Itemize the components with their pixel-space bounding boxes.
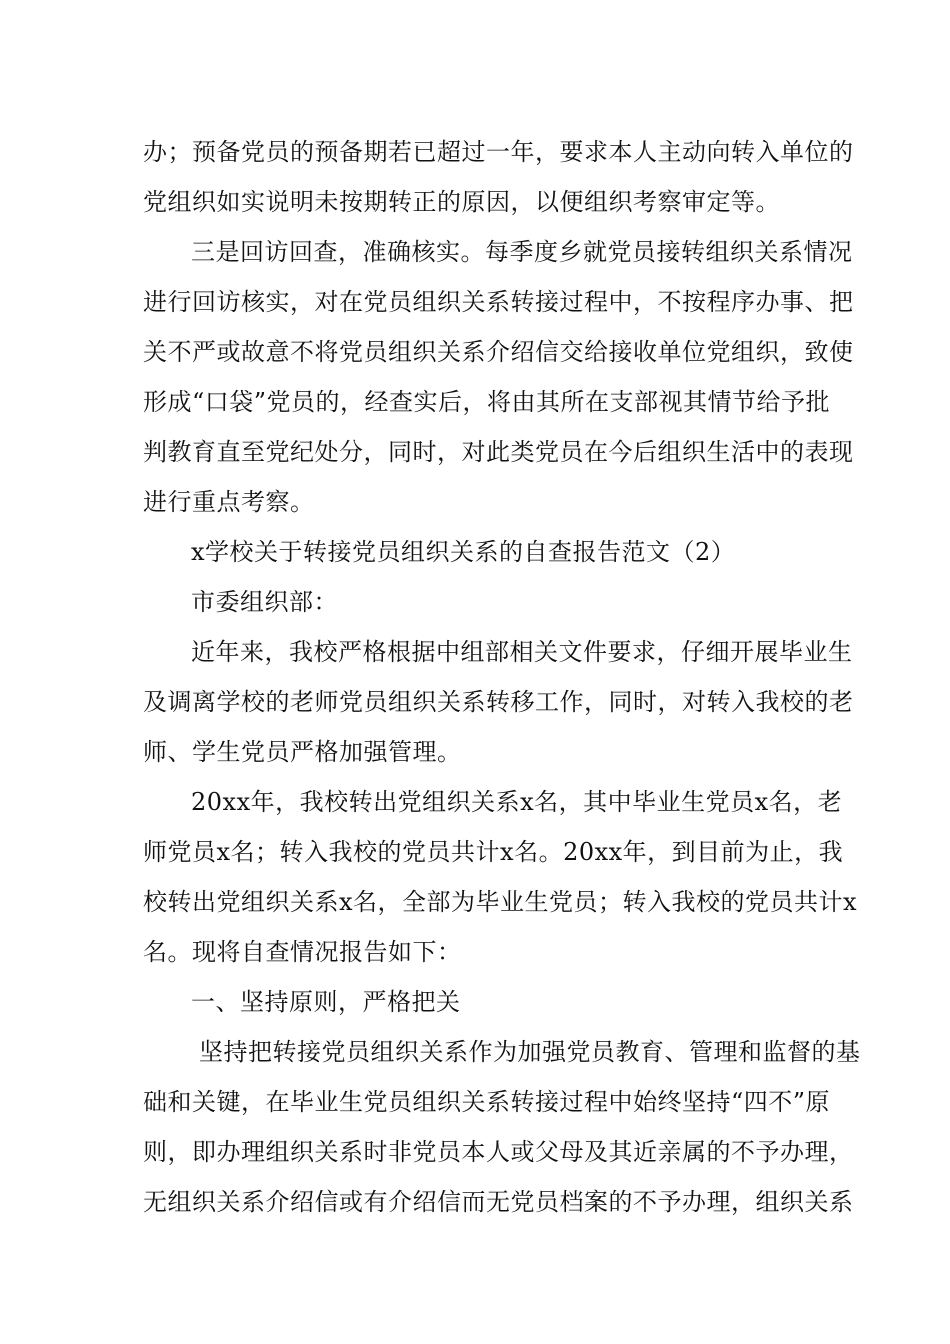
salutation: 市委组织部： bbox=[191, 588, 338, 616]
paragraph-line: 及调离学校的老师党员组织关系转移工作，同时，对转入我校的老 bbox=[143, 688, 854, 716]
paragraph-line: 形成“口袋”党员的，经查实后，将由其所在支部视其情节给予批 bbox=[143, 388, 831, 416]
paragraph-line: 党组织如实说明未按期转正的原因，以便组织考察审定等。 bbox=[143, 188, 780, 216]
paragraph-line: 三是回访回查，准确核实。每季度乡就党员接转组织关系情况 bbox=[191, 238, 853, 266]
paragraph-line: 师、学生党员严格加强管理。 bbox=[143, 738, 462, 766]
paragraph-line: 20xx年，我校转出党组织关系x名，其中毕业生党员x名，老 bbox=[191, 788, 843, 816]
paragraph-line: 坚持把转接党员组织关系作为加强党员教育、管理和监督的基 bbox=[199, 1038, 861, 1066]
paragraph-line: 进行重点考察。 bbox=[143, 488, 315, 516]
paragraph-line: 办；预备党员的预备期若已超过一年，要求本人主动向转入单位的 bbox=[143, 138, 854, 166]
section-heading: 一、坚持原则，严格把关 bbox=[191, 988, 461, 1016]
paragraph-line: 进行回访核实，对在党员组织关系转接过程中，不按程序办事、把 bbox=[143, 288, 854, 316]
paragraph-line: 校转出党组织关系x名，全部为毕业生党员；转入我校的党员共计x bbox=[143, 888, 858, 916]
section-title: x学校关于转接党员组织关系的自查报告范文（2） bbox=[191, 538, 736, 566]
paragraph-line: 师党员x名；转入我校的党员共计x名。20xx年，到目前为止，我 bbox=[143, 838, 844, 866]
paragraph-line: 名。现将自查情况报告如下： bbox=[143, 938, 462, 966]
paragraph-line: 无组织关系介绍信或有介绍信而无党员档案的不予办理，组织关系 bbox=[143, 1188, 854, 1216]
paragraph-line: 近年来，我校严格根据中组部相关文件要求，仔细开展毕业生 bbox=[191, 638, 853, 666]
paragraph-line: 础和关键，在毕业生党员组织关系转接过程中始终坚持“四不”原 bbox=[143, 1088, 831, 1116]
paragraph-line: 则，即办理组织关系时非党员本人或父母及其近亲属的不予办理， bbox=[143, 1138, 854, 1166]
paragraph-line: 判教育直至党纪处分，同时，对此类党员在今后组织生活中的表现 bbox=[143, 438, 854, 466]
paragraph-line: 关不严或故意不将党员组织关系介绍信交给接收单位党组织，致使 bbox=[143, 338, 854, 366]
